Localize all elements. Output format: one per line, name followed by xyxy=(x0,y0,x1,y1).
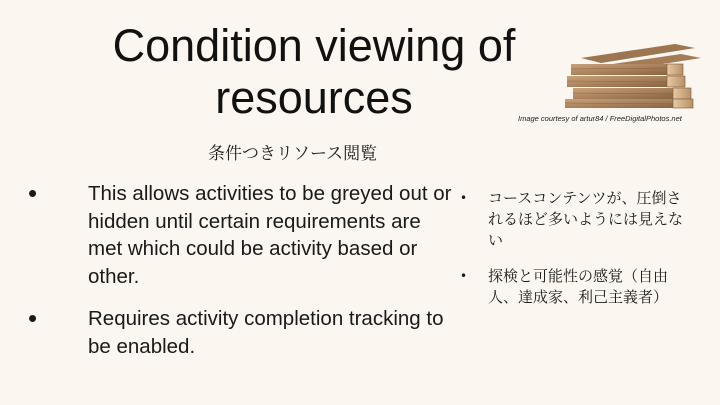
bullet-icon: • xyxy=(28,303,38,333)
bullet-icon: • xyxy=(28,178,38,208)
list-item xyxy=(460,188,690,251)
english-bullet-list xyxy=(28,180,458,360)
japanese-bullet-list xyxy=(460,188,690,308)
bullet-text: Requires activity completion tracking to be enabled. xyxy=(88,307,444,358)
slide-title: Condition viewing of resources xyxy=(112,20,516,123)
list-item xyxy=(28,180,458,290)
bullet-text: 探検と可能性の感覚（自由人、達成家、利己主義者） xyxy=(488,267,669,306)
list-item xyxy=(28,305,458,360)
stacked-lumber-photo xyxy=(563,38,703,110)
bullet-text: コースコンテンツが、圧倒されるほど多いようには見えない xyxy=(488,189,684,249)
image-credit: Image courtesy of artur84 / FreeDigitalPhotos.net xyxy=(518,114,682,123)
list-item xyxy=(460,266,690,308)
bullet-icon: • xyxy=(460,191,468,205)
slide-subtitle: 条件つきリソース閲覧 xyxy=(208,144,378,164)
bullet-text: This allows activities to be greyed out or hidden until certain requirements are met which could be activity based or other. xyxy=(88,182,452,288)
bullet-icon: • xyxy=(460,269,468,283)
